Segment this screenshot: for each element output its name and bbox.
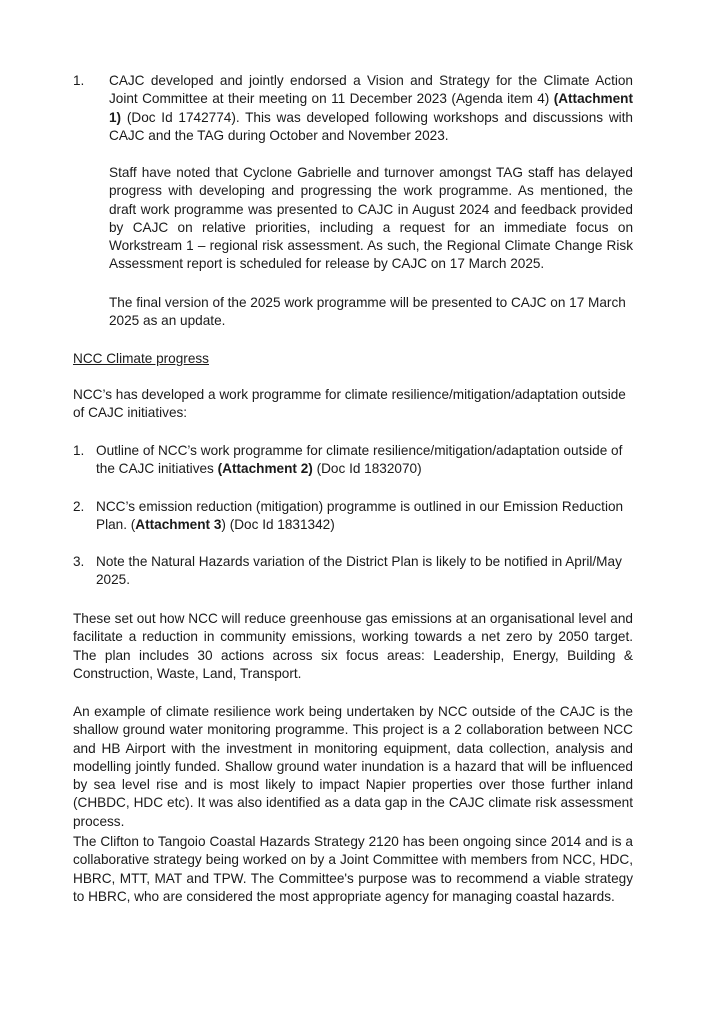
- list-item-number: 3.: [73, 554, 85, 569]
- clifton-paragraph: The Clifton to Tangoio Coastal Hazards Strategy 2120 has been ongoing since 2014 and is a collaborative strategy being worked on by a Joint Committee with members from NCC, HDC, HBRC, MTT, MAT and TPW. The Committee's purpose was to recommend a viable strategy to HBRC, who are considered the most appropriate agency for managing coastal hazards.: [73, 834, 633, 904]
- attachment-3-ref: Attachment 3: [135, 517, 222, 533]
- attachment-2-ref: (Attachment 2): [217, 461, 313, 477]
- list-item-text: Note the Natural Hazards variation of the District Plan is likely to be notified in April/May 2025.: [96, 554, 622, 588]
- numbered-item-1: [73, 72, 633, 372]
- list-item-number: 1.: [73, 443, 85, 458]
- emissions-paragraph: These set out how NCC will reduce greenhouse gas emissions at an organisational level and facilitate a reduction in community emissions, working towards a net zero by 2050 target. The plan includes 30 actions across six focus areas: Leadership, Energy, Building & Construction, Waste, Land, Transport.: [73, 611, 633, 681]
- clifton-block: [73, 833, 633, 906]
- item-1-paragraph-2: Staff have noted that Cyclone Gabrielle and turnover amongst TAG staff has delayed progress with developing and progressing the work programme. As mentioned, the draft work programme was presented to CAJC in August 2024 and feedback provided by CAJC on relative priorities, including a request for an immediate focus on Workstream 1 – regional risk assessment. As such, the Regional Climate Change Risk Assessment report is scheduled for release by CAJC on 17 March 2025.: [109, 165, 633, 272]
- section-heading: NCC Climate progress: [73, 351, 209, 366]
- list-item-number: 2.: [73, 499, 85, 514]
- list-item-text: Outline of NCC’s work programme for climate resilience/mitigation/adaptation outside of the CAJC initiatives (Attachment 2) (Doc Id 1832070): [96, 443, 623, 477]
- groundwater-paragraph: An example of climate resilience work being undertaken by NCC outside of the CAJC is the shallow ground water monitoring programme. This project is a 2 collaboration between NCC and HB Airport with the investment in monitoring equipment, data collection, analysis and modelling jointly funded. Shallow ground water inundation is a hazard that will be influenced by sea level rise and is most likely to impact Napier properties over those further inland (CHBDC, HDC etc). It was also identified as a data gap in the CAJC climate risk assessment process.: [73, 704, 633, 829]
- item-number: 1.: [73, 73, 85, 88]
- item-1-paragraph-3: The final version of the 2025 work programme will be presented to CAJC on 17 March 2025 as an update.: [109, 295, 626, 329]
- intro-block: [73, 386, 633, 423]
- intro-paragraph: NCC’s has developed a work programme for climate resilience/mitigation/adaptation outside of CAJC initiatives:: [73, 387, 626, 421]
- section-heading-block: [73, 350, 633, 368]
- list-item: [73, 498, 633, 538]
- emissions-block: [73, 610, 633, 683]
- list-item: [73, 442, 633, 482]
- list-item-text: NCC’s emission reduction (mitigation) programme is outlined in our Emission Reduction Plan. (Attachment 3) (Doc Id 1831342): [96, 499, 624, 533]
- attachment-1-ref: (Attachment 1): [109, 91, 633, 125]
- item-1-paragraph-1: CAJC developed and jointly endorsed a Vision and Strategy for the Climate Action Joint Committee at their meeting on 11 December 2023 (Agenda item 4) (Attachment 1) (Doc Id 1742774). This was developed following workshops and discussions with CAJC and the TAG during October and November 2023.: [109, 73, 633, 143]
- groundwater-block: [73, 703, 633, 831]
- list-item: [73, 553, 633, 593]
